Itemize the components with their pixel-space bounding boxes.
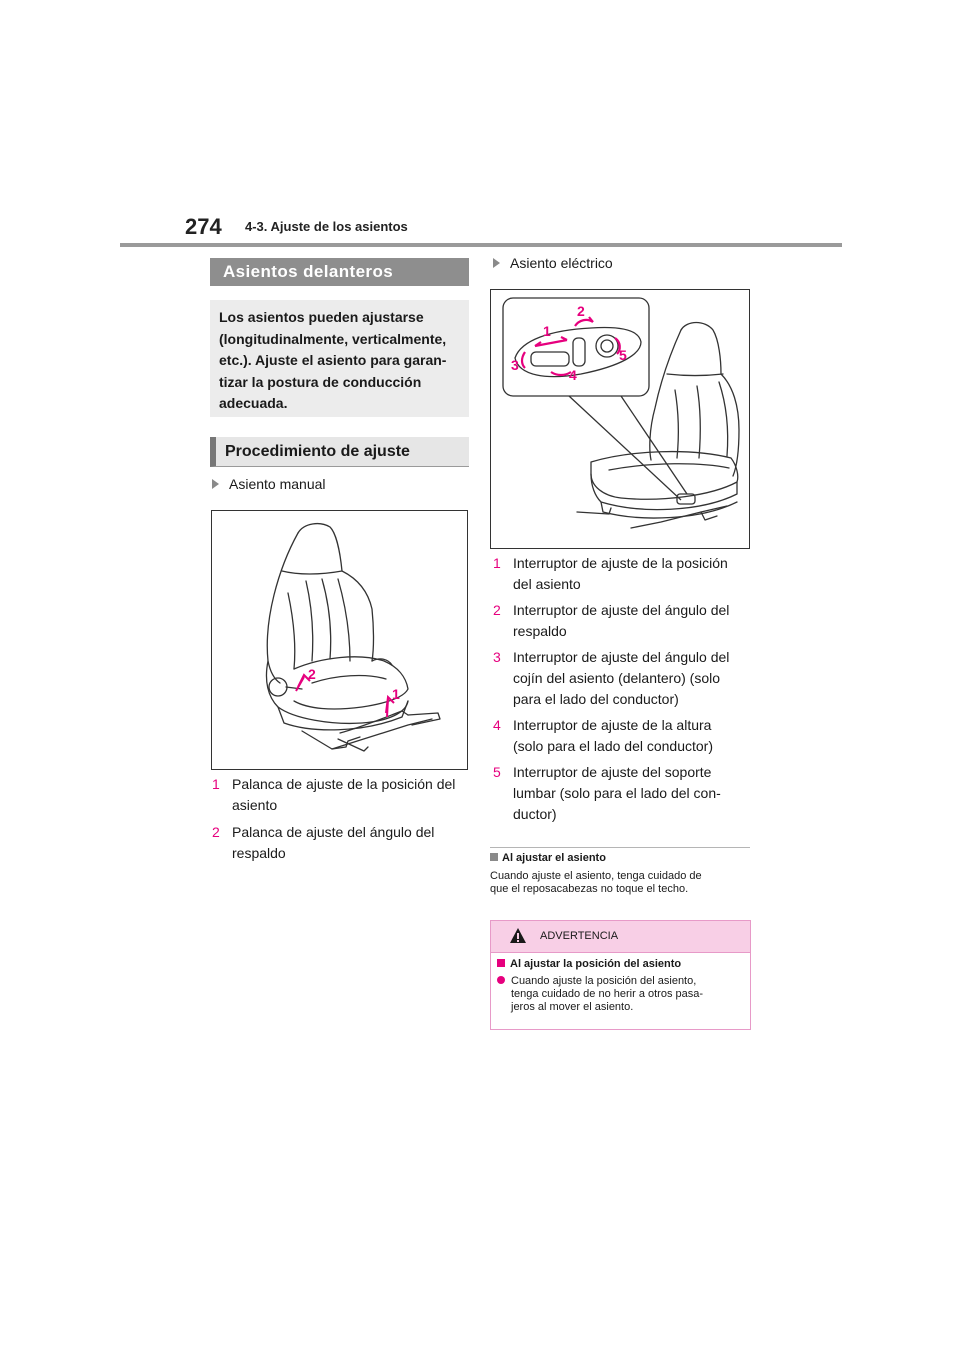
- warning-subtitle-row: [497, 958, 681, 970]
- item-text: asiento: [232, 797, 278, 813]
- manual-seat-figure: [211, 510, 468, 770]
- manual-seat-label: Asiento manual: [229, 476, 326, 492]
- list-item: [212, 774, 470, 816]
- note-line: que el reposacabezas no toque el techo.: [490, 883, 689, 895]
- list-item: [212, 822, 470, 864]
- figure-callout-2: 2: [308, 666, 316, 682]
- item-number: 1: [212, 776, 220, 792]
- item-number: 5: [493, 764, 501, 780]
- note-heading: [490, 852, 606, 864]
- item-text: Interruptor de ajuste de la altura: [513, 717, 712, 733]
- item-number: 4: [493, 717, 501, 733]
- item-number: 3: [493, 649, 501, 665]
- item-text: para el lado del conductor): [513, 691, 679, 707]
- manual-seat-heading: [212, 476, 326, 492]
- warning-line: Cuando ajuste la posición del asiento,: [511, 975, 697, 987]
- triangle-bullet-icon: [212, 479, 219, 489]
- list-item: [493, 762, 753, 825]
- warning-line: tenga cuidado de no herir a otros pasa-: [511, 988, 704, 1000]
- electric-seat-illustration: [491, 290, 749, 548]
- list-item: [493, 715, 753, 757]
- header-divider: [120, 243, 842, 247]
- warning-title: ADVERTENCIA: [540, 930, 619, 942]
- manual-seat-illustration: [212, 511, 467, 769]
- triangle-bullet-icon: [493, 258, 500, 268]
- intro-line: Los asientos pueden ajustarse: [219, 309, 424, 325]
- figure-callout-4: 4: [569, 367, 577, 383]
- section-title: Asientos delanteros: [210, 258, 469, 286]
- warning-triangle-icon: [509, 927, 527, 944]
- figure-callout-2: 2: [577, 303, 585, 319]
- note-body: [490, 870, 752, 896]
- figure-callout-3: 3: [511, 357, 519, 373]
- item-text: (solo para el lado del conductor): [513, 738, 714, 754]
- warning-header: [491, 921, 750, 953]
- list-item: [493, 600, 753, 642]
- square-bullet-icon: [497, 959, 505, 967]
- square-bullet-icon: [490, 853, 498, 861]
- chapter-title: 4-3. Ajuste de los asientos: [245, 219, 408, 234]
- item-text: del asiento: [513, 576, 581, 592]
- electric-seat-label: Asiento eléctrico: [510, 255, 613, 271]
- item-text: Interruptor de ajuste del soporte: [513, 764, 712, 780]
- note-title: Al ajustar el asiento: [502, 852, 606, 864]
- warning-line: jeros al mover el asiento.: [511, 1001, 634, 1013]
- item-number: 2: [493, 602, 501, 618]
- electric-seat-figure: [490, 289, 750, 549]
- item-text: Palanca de ajuste del ángulo del: [232, 824, 435, 840]
- item-text: Interruptor de ajuste del ángulo del: [513, 649, 730, 665]
- list-item: [493, 647, 753, 710]
- note-divider: [490, 847, 750, 848]
- figure-callout-5: 5: [619, 347, 627, 363]
- item-text: lumbar (solo para el lado del con-: [513, 785, 721, 801]
- page-number: 274: [185, 214, 222, 239]
- item-text: Interruptor de ajuste de la posición: [513, 555, 728, 571]
- item-number: 1: [493, 555, 501, 571]
- warning-subtitle: Al ajustar la posición del asiento: [510, 958, 682, 970]
- intro-line: etc.). Ajuste el asiento para garan-: [219, 352, 447, 368]
- item-text: Palanca de ajuste de la posición del: [232, 776, 456, 792]
- item-text: cojín del asiento (delantero) (solo: [513, 670, 721, 686]
- figure-callout-1: 1: [392, 686, 400, 702]
- round-bullet-icon: [497, 976, 505, 984]
- item-text: respaldo: [513, 623, 567, 639]
- intro-line: tizar la postura de conducción: [219, 373, 422, 390]
- note-line: Cuando ajuste el asiento, tenga cuidado de: [490, 870, 702, 882]
- electric-seat-heading: [493, 255, 613, 271]
- warning-body: [497, 975, 747, 1014]
- figure-callout-1: 1: [543, 323, 551, 339]
- warning-box: [490, 920, 751, 1030]
- intro-box: [210, 300, 469, 417]
- item-text: respaldo: [232, 845, 286, 861]
- intro-line: (longitudinalmente, verticalmente,: [219, 330, 447, 347]
- subsection-title: Procedimiento de ajuste: [210, 437, 469, 467]
- list-item: [493, 553, 753, 595]
- item-text: ductor): [513, 806, 557, 822]
- item-number: 2: [212, 824, 220, 840]
- intro-line: adecuada.: [219, 395, 288, 411]
- item-text: Interruptor de ajuste del ángulo del: [513, 602, 730, 618]
